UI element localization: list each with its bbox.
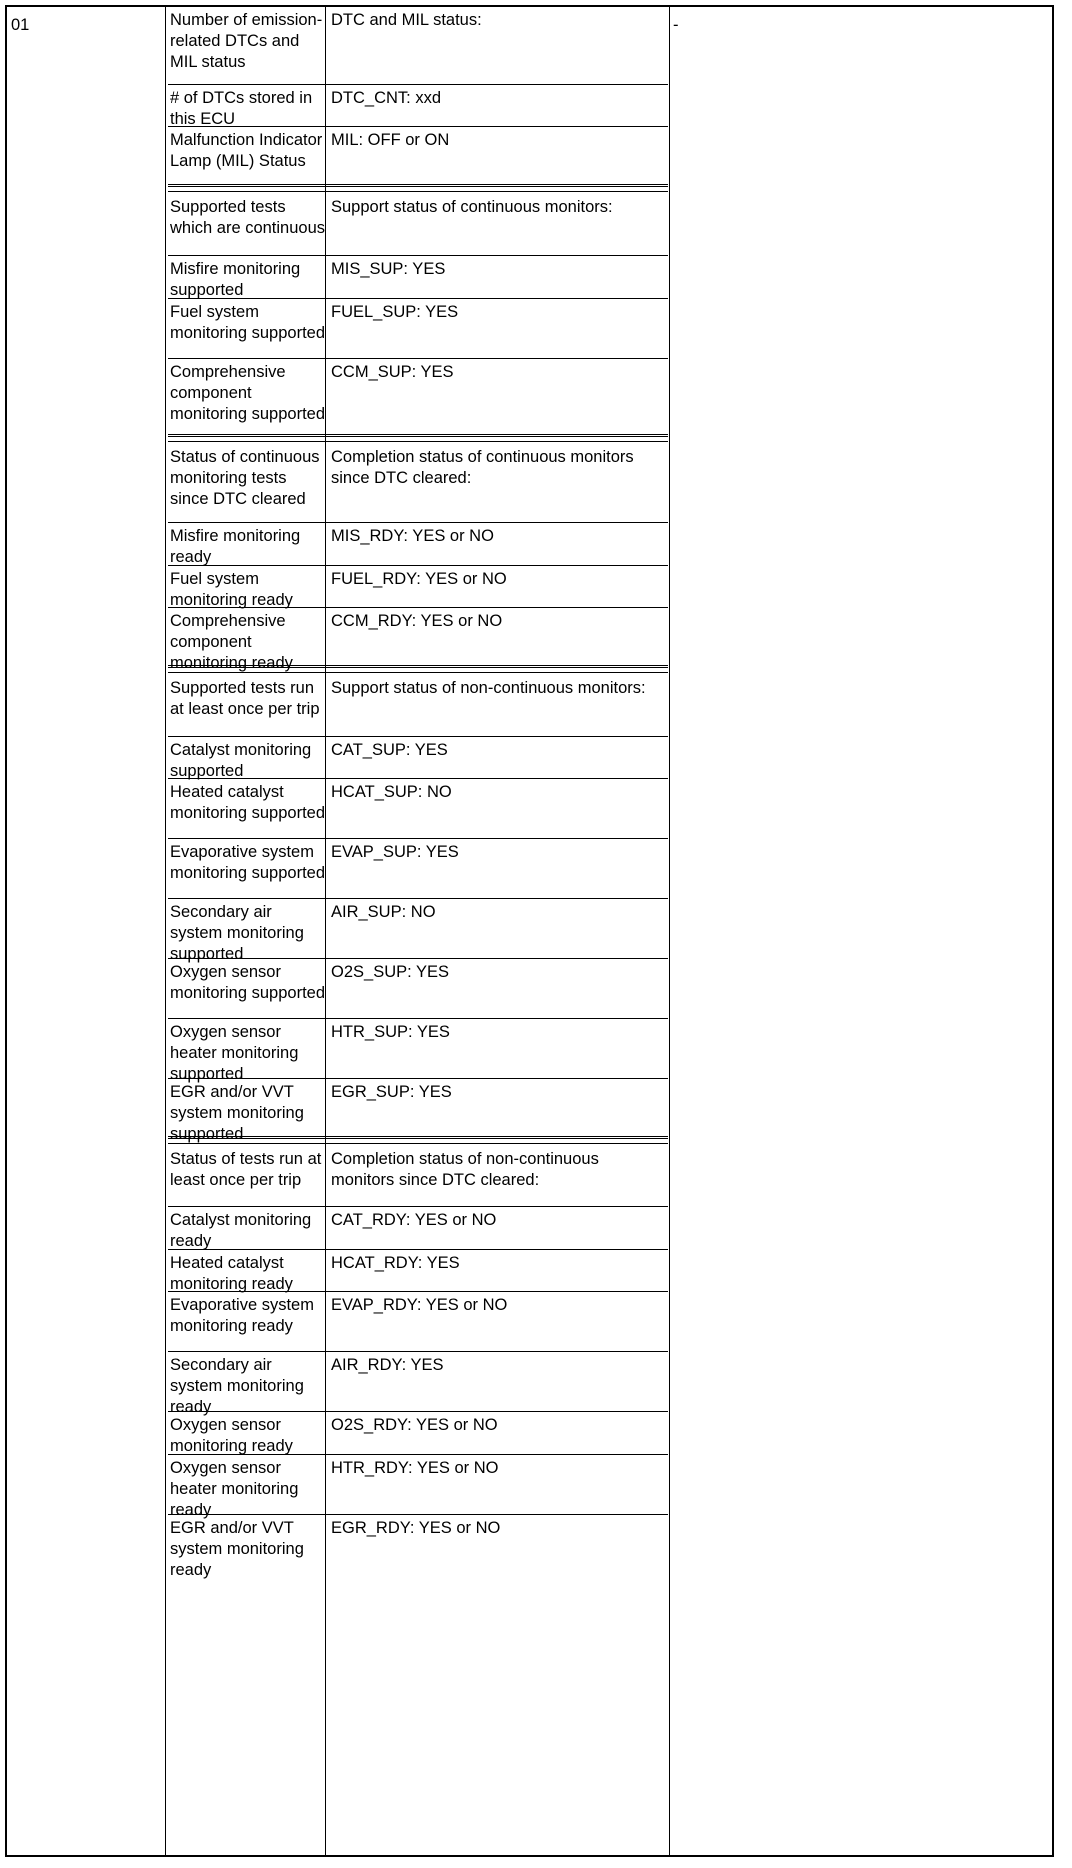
description-cell: Oxygen sensor monitoring ready — [170, 1416, 293, 1455]
table-row — [168, 899, 668, 963]
description-cell: Comprehensive component monitoring ready — [170, 612, 293, 672]
table-row — [168, 566, 668, 608]
table-row — [168, 127, 668, 187]
value-cell: CCM_SUP: YES — [331, 363, 454, 381]
table-row — [168, 1207, 668, 1250]
value-cell: AIR_RDY: YES — [331, 1356, 444, 1374]
value-cell: EGR_SUP: YES — [331, 1083, 452, 1101]
description-cell: Secondary air system monitoring supported — [170, 903, 304, 963]
table-row — [168, 608, 668, 672]
description-cell: Number of emission-related DTCs and MIL status — [170, 11, 323, 71]
value-cell: CAT_SUP: YES — [331, 741, 448, 759]
table-row — [168, 1455, 668, 1519]
value-cell: AIR_SUP: NO — [331, 903, 436, 921]
table-row — [168, 959, 668, 1019]
table-row — [168, 1250, 668, 1292]
value-cell: MIL: OFF or ON — [331, 131, 450, 149]
table-row — [168, 194, 668, 256]
description-cell: Supported tests run at least once per trip — [170, 679, 320, 718]
table-row — [168, 1515, 668, 1579]
description-cell: Status of continuous monitoring tests since DTC cleared — [170, 448, 320, 508]
value-cell: EVAP_SUP: YES — [331, 843, 459, 861]
obd-pid-table — [5, 5, 1054, 1857]
value-cell: MIS_SUP: YES — [331, 260, 446, 278]
table-row — [168, 7, 668, 85]
description-cell: Secondary air system monitoring ready — [170, 1356, 304, 1416]
table-row — [168, 299, 668, 359]
description-cell: Evaporative system monitoring ready — [170, 1296, 314, 1335]
value-cell: CCM_RDY: YES or NO — [331, 612, 503, 630]
table-row — [168, 1146, 668, 1207]
value-cell: EGR_RDY: YES or NO — [331, 1519, 501, 1537]
value-cell: HTR_RDY: YES or NO — [331, 1459, 499, 1477]
table-row — [168, 737, 668, 779]
table-row — [168, 1292, 668, 1352]
value-cell: O2S_SUP: YES — [331, 963, 450, 981]
value-cell: O2S_RDY: YES or NO — [331, 1416, 498, 1434]
description-cell: EGR and/or VVT system monitoring ready — [170, 1519, 304, 1579]
description-cell: Oxygen sensor heater monitoring supported — [170, 1023, 299, 1083]
value-cell: DTC_CNT: xxd — [331, 89, 442, 107]
table-row — [168, 675, 668, 737]
value-cell: HCAT_RDY: YES — [331, 1254, 460, 1272]
table-row — [168, 523, 668, 566]
value-cell: FUEL_RDY: YES or NO — [331, 570, 507, 588]
rows-container — [168, 7, 668, 1855]
description-cell: Catalyst monitoring ready — [170, 1211, 312, 1250]
value-cell: MIS_RDY: YES or NO — [331, 527, 494, 545]
notes-cell: - — [673, 16, 679, 34]
description-cell: EGR and/or VVT system monitoring supported — [170, 1083, 304, 1143]
description-cell: Comprehensive component monitoring supported — [170, 363, 326, 423]
description-cell: Oxygen sensor monitoring supported — [170, 963, 326, 1002]
description-cell: Status of tests run at least once per trip — [170, 1150, 322, 1189]
description-cell: Heated catalyst monitoring supported — [170, 783, 326, 822]
column-divider — [669, 7, 670, 1855]
table-row — [168, 256, 668, 299]
value-cell: Support status of non-continuous monitors: — [331, 679, 646, 697]
description-cell: Fuel system monitoring supported — [170, 303, 326, 342]
table-row — [168, 1019, 668, 1083]
description-cell: Heated catalyst monitoring ready — [170, 1254, 293, 1293]
description-cell: Oxygen sensor heater monitoring ready — [170, 1459, 299, 1519]
table-row — [168, 1412, 668, 1455]
description-cell: Misfire monitoring ready — [170, 527, 301, 566]
value-cell: Completion status of non-continuous monitors since DTC cleared: — [331, 1150, 599, 1189]
table-row — [168, 359, 668, 437]
value-cell: EVAP_RDY: YES or NO — [331, 1296, 508, 1314]
description-cell: Evaporative system monitoring supported — [170, 843, 326, 882]
table-row — [168, 779, 668, 839]
pid-cell: 01 — [11, 16, 30, 34]
value-cell: HTR_SUP: YES — [331, 1023, 450, 1041]
table-row — [168, 1079, 668, 1143]
column-divider — [165, 7, 166, 1855]
description-cell: Misfire monitoring supported — [170, 260, 301, 299]
value-cell: CAT_RDY: YES or NO — [331, 1211, 497, 1229]
description-cell: Fuel system monitoring ready — [170, 570, 293, 609]
table-row — [168, 1352, 668, 1416]
description-cell: Malfunction Indicator Lamp (MIL) Status — [170, 131, 323, 170]
value-cell: Support status of continuous monitors: — [331, 198, 613, 216]
table-row — [168, 444, 668, 523]
value-cell: Completion status of continuous monitors since DTC cleared: — [331, 448, 634, 487]
table-row — [168, 85, 668, 127]
value-cell: FUEL_SUP: YES — [331, 303, 459, 321]
description-cell: # of DTCs stored in this ECU — [170, 89, 313, 128]
table-row — [168, 839, 668, 899]
value-cell: HCAT_SUP: NO — [331, 783, 452, 801]
value-cell: DTC and MIL status: — [331, 11, 482, 29]
description-cell: Supported tests which are continuous — [170, 198, 326, 237]
description-cell: Catalyst monitoring supported — [170, 741, 312, 780]
